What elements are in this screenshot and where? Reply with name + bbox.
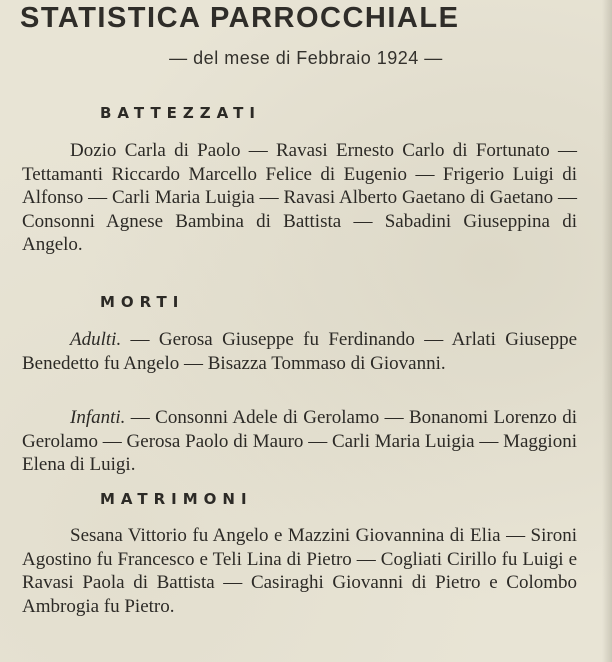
adulti-text: — Gerosa Giuseppe fu Ferdinando — Arlati Giuseppe Benedetto fu Angelo — Bisazza Tommaso di Giovanni.: [22, 329, 577, 374]
infanti-text: — Consonni Adele di Gerolamo — Bonanomi Lorenzo di Gerolamo — Gerosa Paolo di Mauro — Carli Maria Luigia — Maggioni Elena di Luigi.: [22, 407, 577, 475]
page-subtitle: — del mese di Febbraio 1924 —: [169, 48, 443, 68]
page-edge-shadow: [602, 0, 612, 662]
adulti-label: Adulti.: [70, 329, 122, 350]
page-title: STATISTICA PARROCCHIALE: [20, 2, 460, 34]
heading-morti: MORTI: [100, 293, 185, 311]
morti-adulti-paragraph: [22, 328, 577, 375]
matrimoni-text: Sesana Vittorio fu Angelo e Mazzini Giovannina di Elia — Sironi Agostino fu Francesco e Teli Lina di Pietro — Cogliati Cirillo fu Luigi e Ravasi Paola di Battista — Casiraghi Giovanni di Pietro e Colombo Ambrogia fu Pietro.: [22, 525, 577, 617]
heading-matrimoni: MATRIMONI: [100, 490, 253, 508]
infanti-label: Infanti.: [70, 407, 126, 428]
battezzati-text: Dozio Carla di Paolo — Ravasi Ernesto Carlo di Fortunato — Tettamanti Riccardo Marcello Felice di Eugenio — Frigerio Luigi di Alfonso — Carli Maria Luigia — Ravasi Alberto Gaetano di Gaetano — Consonni Agnese Bambina di Battista — Sabadini Giuseppina di Angelo.: [22, 140, 577, 255]
heading-battezzati: BATTEZZATI: [100, 104, 261, 122]
morti-infanti-paragraph: [22, 406, 577, 477]
